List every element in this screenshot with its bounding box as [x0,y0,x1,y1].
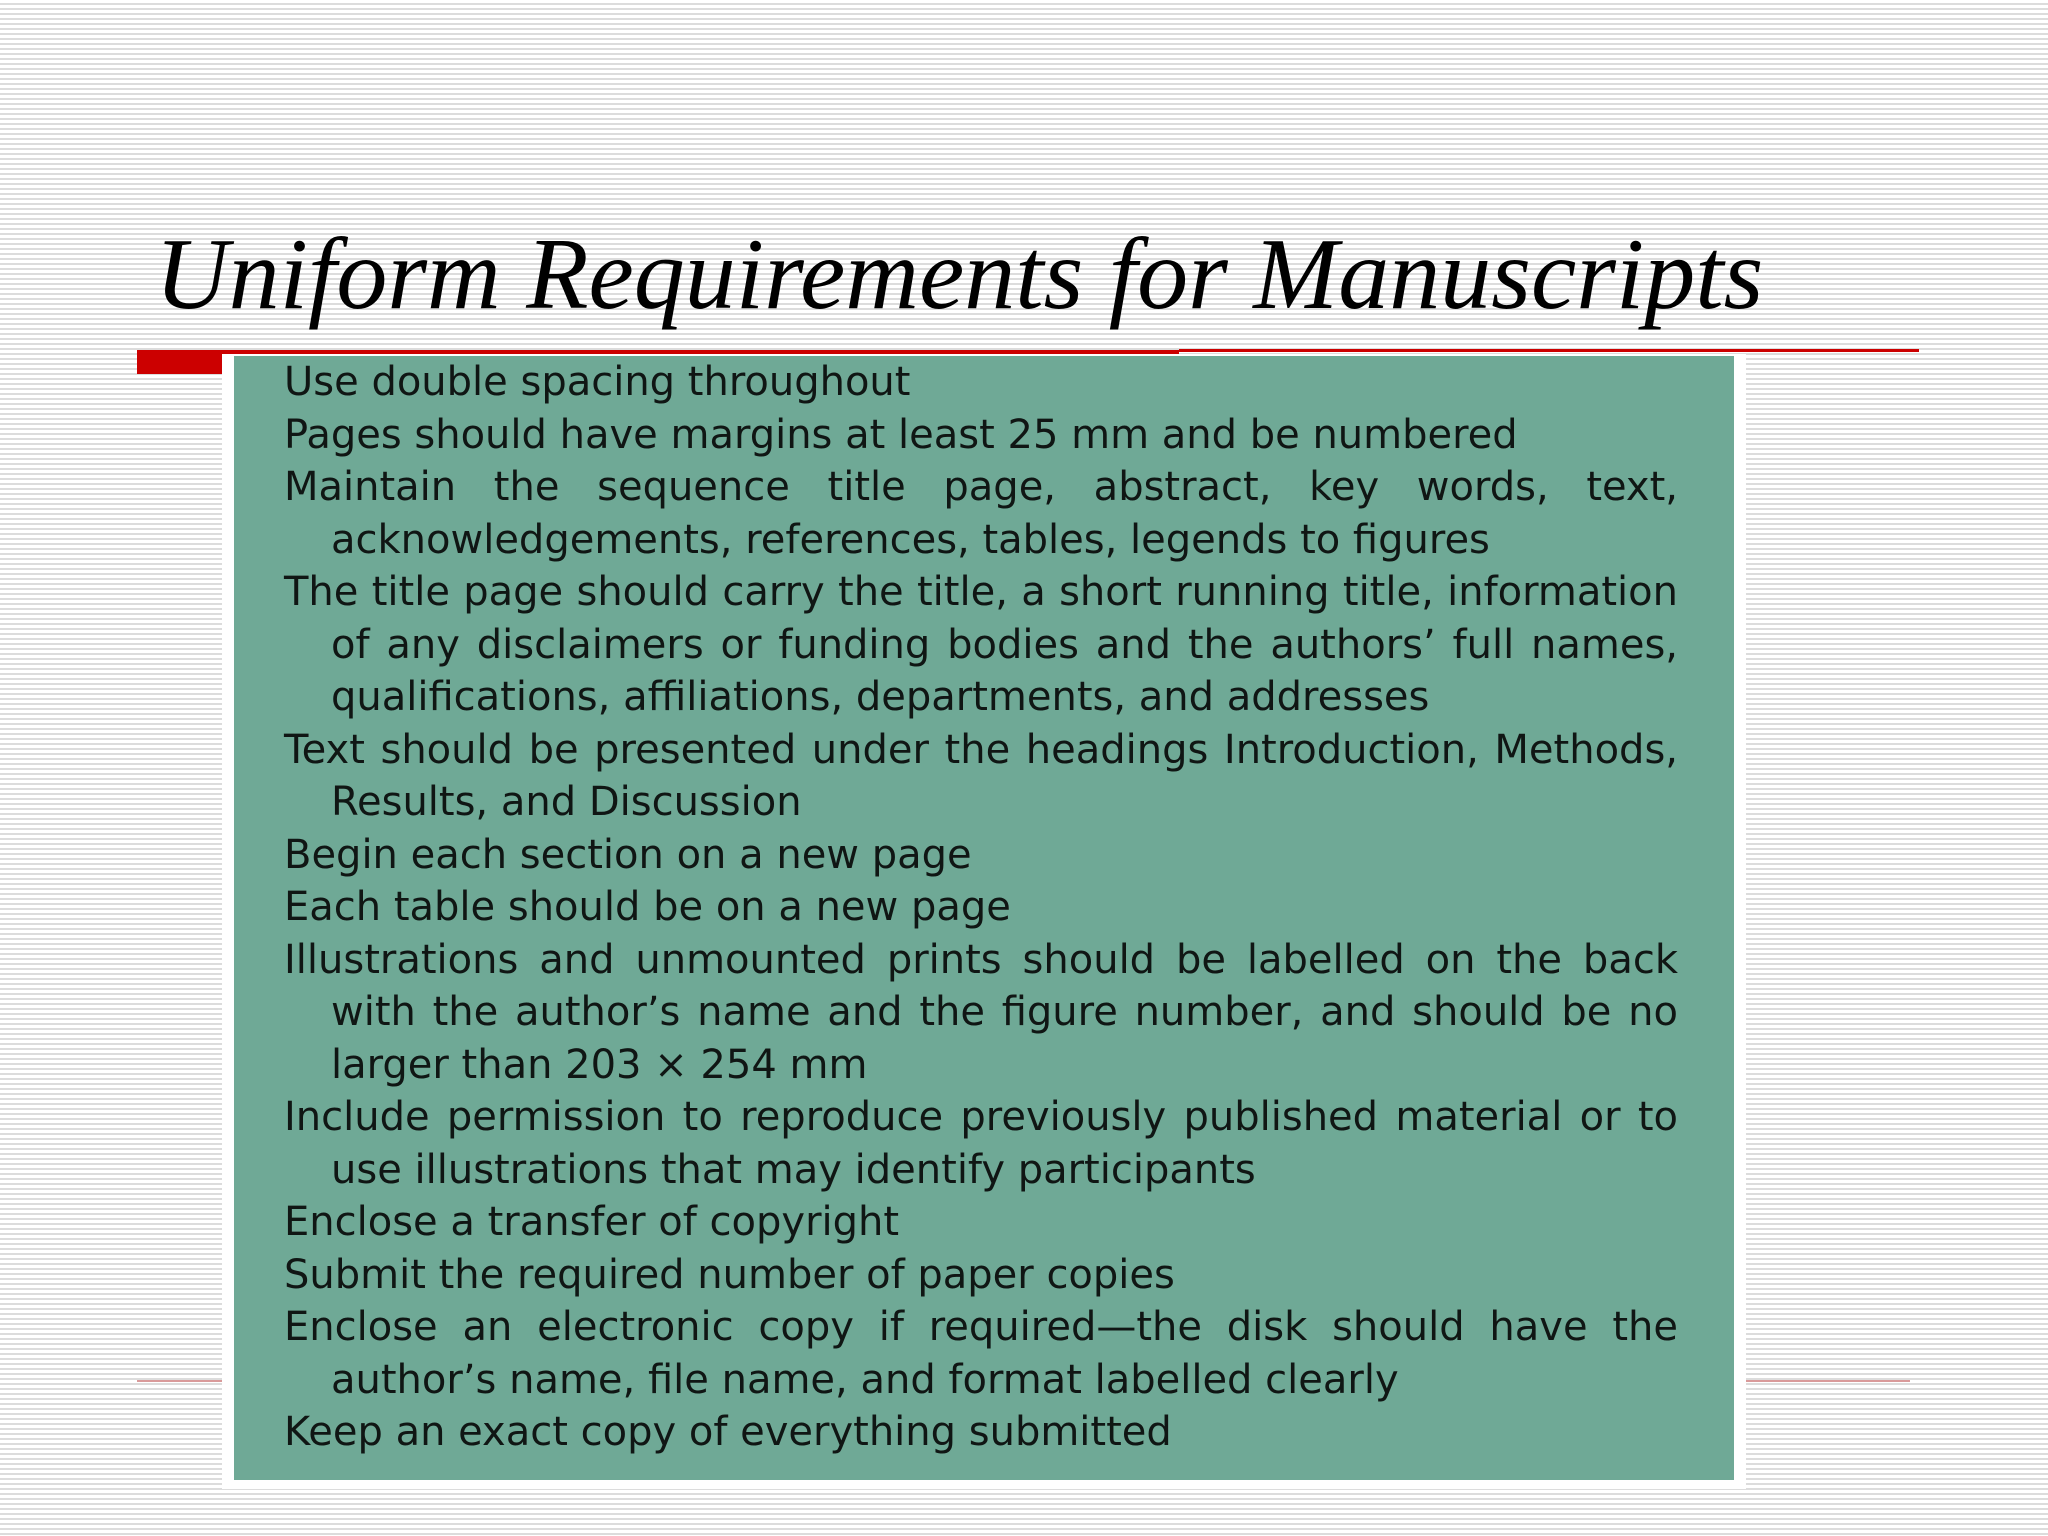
requirement-item: Include permission to reproduce previously published material or to use illustrations that may identify participants [284,1094,1678,1193]
requirement-item: Enclose a transfer of copyright [284,1199,900,1245]
requirements-panel [234,356,1734,1480]
requirement-item: Maintain the sequence title page, abstract, key words, text, acknowledgements, references, tables, legends to figures [284,464,1678,563]
requirement-item: Begin each section on a new page [284,831,972,878]
slide-title: Uniform Requirements for Manuscripts [155,218,1764,331]
requirement-item: The title page should carry the title, a short running title, information of any disclaimers or funding bodies and the authors’ full names, qualifications, affiliations, departments, and addresses [284,569,1678,720]
requirement-item: Illustrations and unmounted prints should be labelled on the back with the author’s name and the figure number, and should be no larger than 203 × 254 mm [284,936,1678,1088]
requirement-item: Keep an exact copy of everything submitted [284,1409,1172,1455]
requirement-item: Use double spacing throughout [284,359,911,405]
requirements-list [284,356,1678,1459]
title-underline-thin [1179,349,1919,352]
requirement-item: Submit the required number of paper copies [284,1251,1175,1298]
footer-rule-right [1730,1380,1910,1382]
requirement-item: Enclose an electronic copy if required—the disk should have the author’s name, file name, and format labelled clearly [284,1304,1678,1403]
requirement-item: Pages should have margins at least 25 mm and be numbered [284,411,1518,458]
requirement-item: Each table should be on a new page [284,884,1011,930]
requirement-item: Text should be presented under the headings Introduction, Methods, Results, and Discussion [284,726,1678,825]
